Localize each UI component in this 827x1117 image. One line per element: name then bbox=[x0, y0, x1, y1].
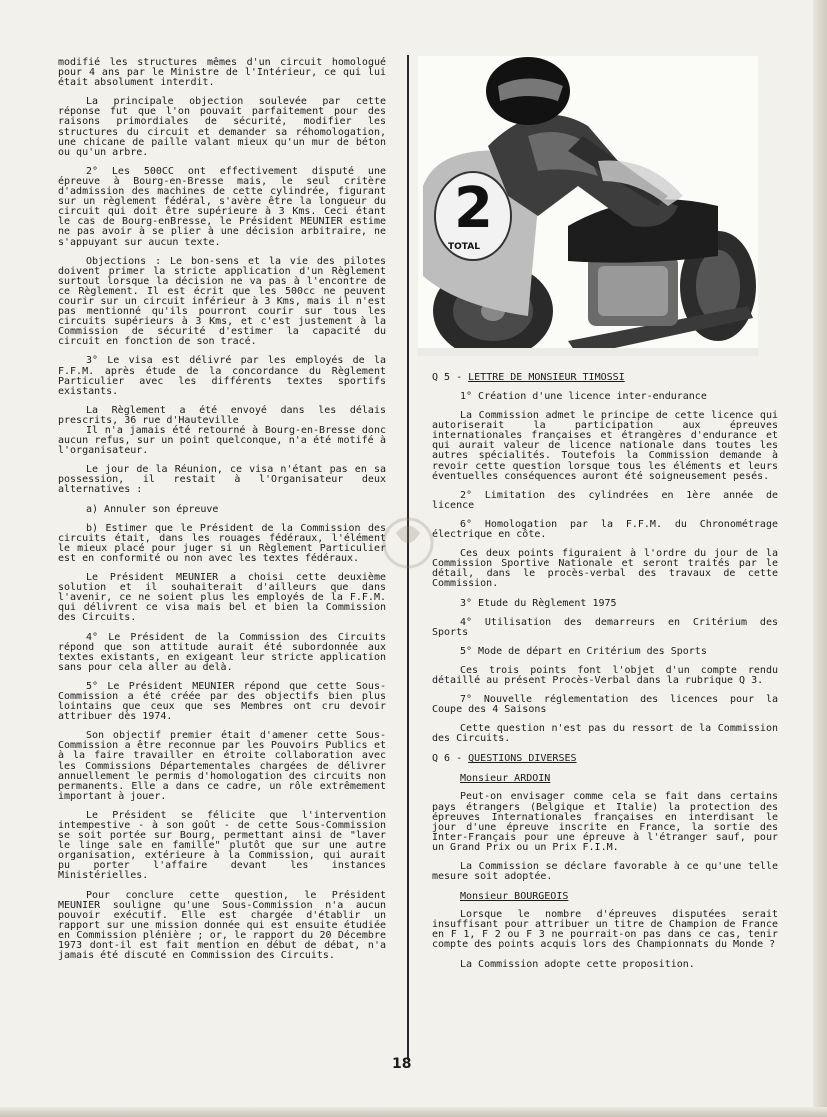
q6-title: QUESTIONS DIVERSES bbox=[468, 753, 577, 765]
paragraph: La Règlement a été envoyé dans les délais prescrits, 36 rue d'Hauteville bbox=[58, 404, 386, 426]
paragraph: 2° Les 500CC ont effectivement disputé une épreuve à Bourg-en-Bresse mais, le seul critère d'admission des machines de cette cylindrée, figurant sur un règlement fédéral, s'avère être la longueur du circuit qui doit être supérieure à 3 Kms. Ceci étant le cas de Bourg-enBresse, le Président MEUNIER estime ne pas avoir à se plier à une décision arbitraire, ne s'appuyant sur aucun texte. bbox=[58, 165, 386, 248]
paragraph: Ces trois points font l'objet d'un compte rendu détaillé au présent Procès-Verbal dans la rubrique Q 3. bbox=[432, 664, 778, 686]
race-number: 2 bbox=[454, 176, 493, 241]
paragraph: Le jour de la Réunion, ce visa n'étant pas en sa possession, il restait à l'Organisateur deux alternatives : bbox=[58, 464, 386, 496]
paragraph: Le Président se félicite que l'intervention intempestive - à son goût - de cette Sous-Commission se soit portée sur Bourg, permettant ainsi de "laver le linge sale en famille" plutôt que sur une autre organisation, extérieure à la Commission, qui aurait pu porter l'affaire devant les instances Ministérielles. bbox=[58, 809, 386, 882]
page-number: 18 bbox=[392, 1056, 412, 1072]
paragraph: La principale objection soulevée par cette réponse fut que l'on pouvait parfaitement pour des raisons primordiales de sécurité, modifier les structures du circuit et demander sa réhomologation, une chicane de paille valant mieux qu'un mur de béton ou qu'un arbre. bbox=[58, 96, 386, 158]
paragraph: 2° Limitation des cylindrées en 1ère année de licence bbox=[432, 489, 778, 511]
paragraph: 3° Etude du Règlement 1975 bbox=[460, 597, 617, 609]
q6-number: Q 6 - bbox=[432, 753, 463, 765]
paragraph: 4° Utilisation des demarreurs en Critérium des Sports bbox=[432, 616, 778, 638]
paragraph: 6° Homologation par la F.F.M. du Chronométrage électrique en côte. bbox=[432, 518, 778, 541]
q5-heading bbox=[432, 372, 778, 383]
page-bottom-edge bbox=[0, 1107, 827, 1117]
paragraph: Ces deux points figuraient à l'ordre du jour de la Commission Sportive Nationale et seront traités par le détail, dans le procès-verbal des travaux de cette Commission. bbox=[432, 548, 778, 590]
paragraph: 7° Nouvelle réglementation des licences pour la Coupe des 4 Saisons bbox=[432, 694, 778, 716]
paragraph: Peut-on envisager comme cela se fait dans certains pays étrangers (Belgique et Italie) la protection des épreuves Internationales françaises en interdisant le jour d'une épreuve inscrite en France, la sortie des Inter-Français pour une épreuve à l'étranger sauf, pour un Grand Prix ou un Prix F.I.M. bbox=[432, 791, 778, 853]
paragraph: 5° Mode de départ en Critérium des Sports bbox=[460, 645, 707, 657]
paragraph: modifié les structures mêmes d'un circuit homologué pour 4 ans par le Ministre de l'Intérieur, ce qui lui était absolument interdit. bbox=[58, 57, 386, 89]
paragraph: La Commission admet le principe de cette licence qui autoriserait la participation aux épreuves internationales françaises et étrangères d'endurance et qui aurait valeur de licence nationale dans toutes les autres spécialités. Toutefois la Commission demande à revoir cette question lorsque tous les éléments et leurs éventuelles conséquences auront été soigneusement pesés. bbox=[432, 410, 778, 482]
right-column bbox=[432, 372, 778, 979]
paragraph: Il n'a jamais été retourné à Bourg-en-Bresse donc aucun refus, sur un point quelconque, n'a été motifé à l'organisateur. bbox=[58, 425, 386, 457]
bourgeois-heading: Monsieur BOURGEOIS bbox=[460, 891, 569, 903]
paragraph: 3° Le visa est délivré par les employés de la F.F.M. après étude de la concordance du Règlement Particulier avec les différents textes sportifs existants. bbox=[58, 355, 386, 397]
paragraph: Pour conclure cette question, le Président MEUNIER souligne qu'une Sous-Commission n'a aucun pouvoir exécutif. Elle est chargée d'établir un rapport sur une mission donnée qui est ensuite étudiée en Commission plénière ; or, le rapport du 20 Décembre 1973 dont-il est fait mention en début de débat, n'a jamais été discuté en Commission des Circuits. bbox=[58, 889, 386, 962]
paragraph: Cette question n'est pas du ressort de la Commission des Circuits. bbox=[432, 723, 778, 745]
paragraph: 1° Création d'une licence inter-endurance bbox=[460, 391, 707, 402]
paragraph: Son objectif premier était d'amener cette Sous-Commission a être reconnue par les Pouvoirs Publics et à la faire travailler en étroite collaboration avec les Commissions Départementales chargées de délivrer annuellement le permis d'homologation des circuits non permanents. Elle a dans ce cadre, un rôle extrêmement important à jouer. bbox=[58, 730, 386, 802]
paragraph: Lorsque le nombre d'épreuves disputées serait insuffisant pour attribuer un titre de Champion de France en F 1, F 2 ou F 3 ne pourrait-on pas dans ce cas, tenir compte des points acquis lors des Championnats du Monde ? bbox=[432, 909, 778, 951]
q5-number: Q 5 - bbox=[432, 372, 463, 383]
paragraph: a) Annuler son épreuve bbox=[86, 503, 219, 515]
paragraph: 5° Le Président MEUNIER répond que cette Sous-Commission a été créée par des objectifs bien plus lointains que ceux que ses Membres ont cru devoir attribuer dès 1974. bbox=[58, 680, 386, 723]
racer-photo bbox=[418, 56, 758, 356]
watermark-logo bbox=[378, 508, 438, 578]
paragraph: La Commission adopte cette proposition. bbox=[460, 958, 695, 970]
q5-title: LETTRE DE MONSIEUR TIMOSSI bbox=[468, 372, 625, 383]
paragraph: b) Estimer que le Président de la Commission des circuits était, dans les rouages fédéraux, l'élément le mieux placé pour juger si un Règlement Particulier est en conformité ou non avec les textes fédéraux. bbox=[58, 522, 386, 564]
paragraph: 4° Le Président de la Commission des Circuits répond que son attitude aurait été subordonnée aux textes existants, en exigeant leur stricte application sans pour cela aller au delà. bbox=[58, 631, 386, 673]
ardoin-heading: Monsieur ARDOIN bbox=[460, 773, 551, 785]
paragraph: Le Président MEUNIER a choisi cette deuxième solution et il souhaiterait d'ailleurs que dans l'avenir, ce ne soient plus les employés de la F.F.M. qui délivrent ce visa mais bel et bien la Commission des Circuits. bbox=[58, 572, 386, 624]
left-column bbox=[58, 58, 386, 970]
sponsor-label: TOTAL bbox=[448, 242, 480, 252]
page-edge-shadow bbox=[813, 0, 827, 1117]
q6-heading bbox=[432, 753, 778, 764]
paragraph: Objections : Le bon-sens et la vie des pilotes doivent primer la stricte application d'un Règlement surtout lorsque la décision ne va pas à l'encontre de ce Règlement. Il est écrit que les 500cc ne peuvent courir sur un circuit inférieur à 3 Kms, mais il n'est pas mentionné qu'ils pourront courir sur tous les circuits supérieurs à 3 Kms, et c'est justement à la Commission de sécurité d'estimer la capacité du circuit en fonction de son tracé. bbox=[58, 255, 386, 348]
paragraph: La Commission se déclare favorable à ce qu'une telle mesure soit adoptée. bbox=[432, 861, 778, 883]
